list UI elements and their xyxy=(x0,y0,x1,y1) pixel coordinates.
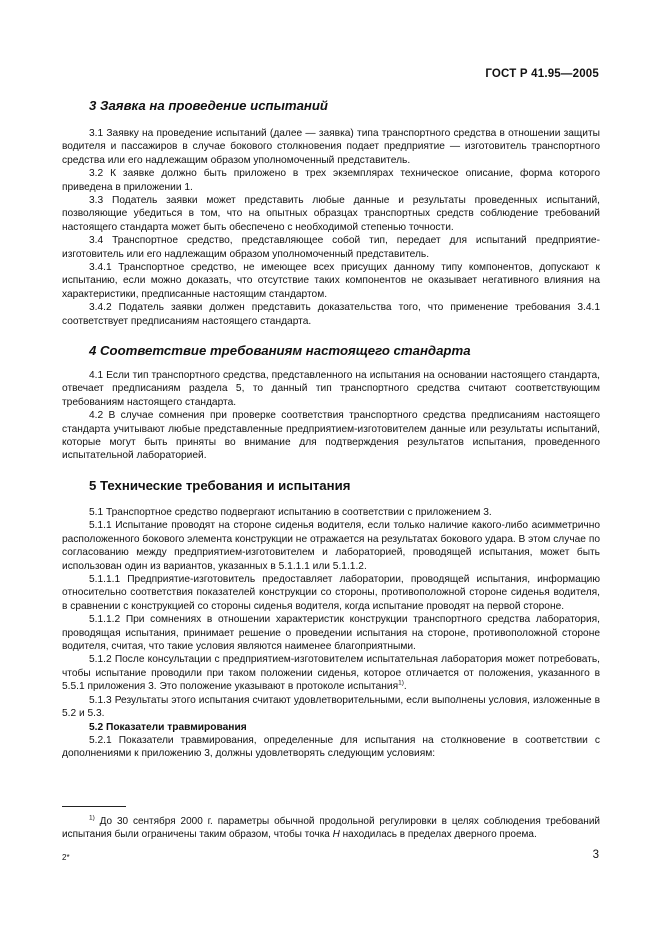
signature-mark: 2* xyxy=(62,853,70,862)
paragraph: 5.1.3 Результаты этого испытания считают удовлетворительными, если выполнены условия, изложенные в 5.2 и 5.3. xyxy=(62,694,600,720)
paragraph: 5.1.2 После консультации с предприятием-изготовителем испытательная лаборатория может потребовать, чтобы испытание проводили при таком положении сиденья, которое отличается от положения, указанного в 5.5.1 приложения 3. Это положение указывают в протоколе испытания$^{1)}$. xyxy=(62,654,600,693)
standard-id: ГОСТ Р 41.95—2005 xyxy=(485,68,599,80)
paragraph: 3.4.1 Транспортное средство, не имеющее всех присущих данному типу компонентов, допускают к испытанию, если можно доказать, что отсутствие таких компонентов не оказывает негативного влияния на характеристики, предписанные настоящим стандартом. xyxy=(62,262,600,300)
page-number: 3 xyxy=(592,849,599,861)
footnote-italic-letter: H xyxy=(332,829,340,840)
footnote-text-end: находилась в пределах дверного проема. xyxy=(342,829,537,840)
subsection-heading: 5.2 Показатели травмирования xyxy=(89,721,247,733)
paragraph: 5.1 Транспортное средство подвергают испытанию в соответствии с приложением 3. xyxy=(89,507,492,518)
paragraph: 3.2 К заявке должно быть приложено в трех экземплярах техническое описание, форма которого приведена в приложении 1. xyxy=(62,168,600,193)
paragraph: 4.2 В случае сомнения при проверке соответствия транспортного средства предписаниям настоящего стандарта учитывают любые представленные предприятием-изготовителем данные или результаты испытаний, которые могут быть приняты во внимание для подтверждения результатов испытания, проведенного испытательной лабораторией. xyxy=(62,410,600,462)
paragraph: 3.1 Заявку на проведение испытаний (далее — заявка) типа транспортного средства в отношении защиты водителя и пассажиров в случае бокового столкновения подает предприятие — изготовитель транспортного средства или его надлежащим образом уполномоченный представитель. xyxy=(62,128,600,166)
section-5-body xyxy=(62,506,600,761)
paragraph: 5.1.1.1 Предприятие-изготовитель предоставляет лаборатории, проводящей испытания, информацию относительно соответствия показателей конструкции со стороны, противоположной стороне сиденья водителя, в сравнении с конструкцией со стороны сиденья водителя, когда испытание проводят на первой стороне. xyxy=(62,574,600,612)
footnote xyxy=(62,815,600,841)
footnote-marker: 1) xyxy=(89,814,95,822)
paragraph: 3.4 Транспортное средство, представляющее собой тип, передает для испытаний предприятие-изготовитель или его надлежащим образом уполномоченный представитель. xyxy=(62,235,600,260)
paragraph: 3.3 Податель заявки может представить любые данные и результаты проведенных испытаний, позволяющие убедиться в том, что на опытных образцах транспортных средств соблюдение требований настоящего стандарта может быть обеспечено с необходимой степенью точности. xyxy=(62,195,600,233)
section-3-body xyxy=(62,127,600,328)
paragraph: 5.1.1 Испытание проводят на стороне сиденья водителя, если только наличие какого-либо асимметрично расположенного бокового элемента конструкции не отражается на результатах бокового удара. В этом случае по согласованию между предприятием-изготовителем и лабораторией, проводящей испытания, может быть использован один из вариантов, указанных в 5.1.1.1 или 5.1.1.2. xyxy=(62,520,600,572)
paragraph-text: 5.1.2 После консультации с предприятием-изготовителем испытательная лаборатория может потребовать, чтобы испытание проводили при таком положении сиденья, которое отличается от положения, указанного в 5.5.1 приложения 3. Это положение указывают в протоколе испытания xyxy=(62,654,600,693)
section-4-title: 4 Соответствие требованиям настоящего стандарта xyxy=(89,343,471,358)
paragraph: 3.4.2 Податель заявки должен представить доказательства того, что применение требования 3.4.1 соответствует предписаниям настоящего стандарта. xyxy=(62,302,600,327)
footnote-divider xyxy=(62,806,126,807)
paragraph: 5.1.1.2 При сомнениях в отношении характеристик конструкции транспортного средства лаборатория, проводящая испытания, принимает решение о проведении испытания на стороне, противоположной стороне водителя, считая, что такие условия являются наименее благоприятными. xyxy=(62,614,600,653)
section-3-title: 3 Заявка на проведение испытаний xyxy=(89,98,328,113)
footnote-text: До 30 сентября 2000 г. параметры обычной продольной регулировки в целях соблюдения требований испытания были ограничены таким образом, чтобы точка xyxy=(62,816,600,840)
section-4-body xyxy=(62,369,600,463)
section-5-title: 5 Технические требования и испытания xyxy=(89,478,351,493)
paragraph: 5.2.1 Показатели травмирования, определенные для испытания на столкновение в соответствии с дополнениями к приложению 3, должны удовлетворять следующим условиям: xyxy=(62,734,600,760)
footnote-ref: 1) xyxy=(398,679,404,687)
paragraph: 4.1 Если тип транспортного средства, представленного на испытания на основании настоящего стандарта, отвечает предписаниям раздела 5, то данный тип транспортного средства считают соответствующим требованиям настоящего стандарта. xyxy=(62,370,600,408)
